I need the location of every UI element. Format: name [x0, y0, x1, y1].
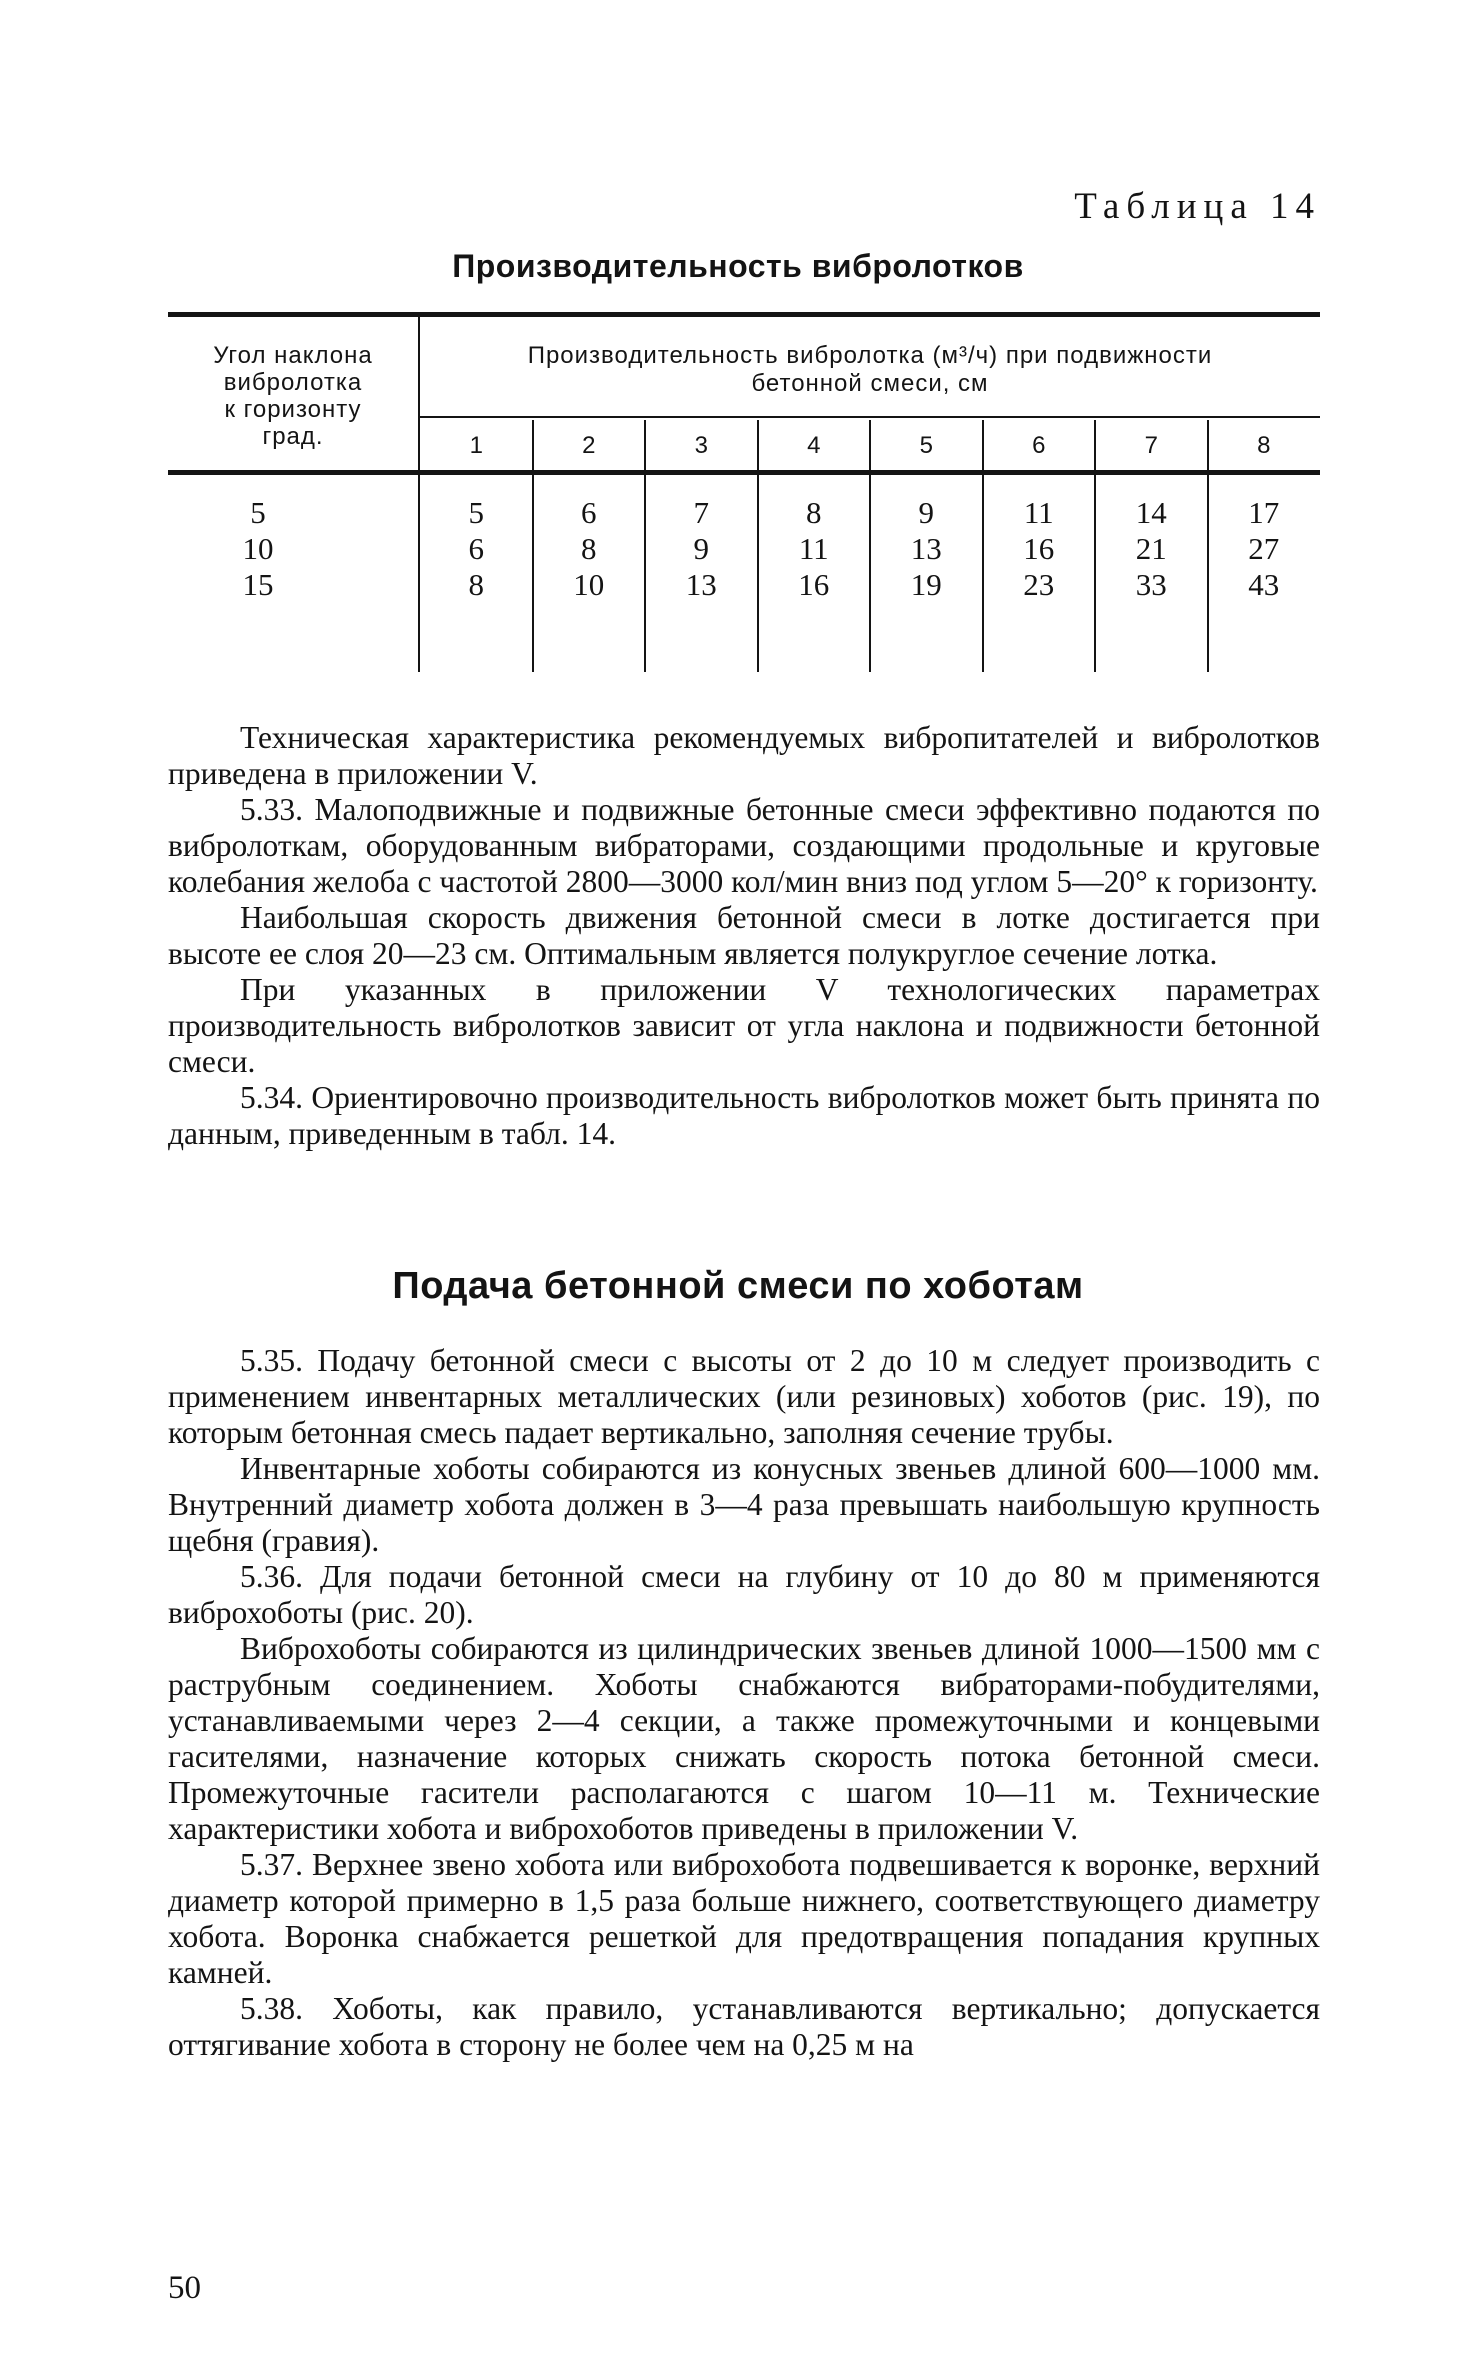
column-number: 6: [1032, 432, 1046, 459]
angle-cell: 10: [242, 531, 274, 566]
angle-cell: 15: [242, 567, 274, 602]
paragraph: 5.35. Подачу бетонной смеси с высоты от 2 до 10 м следует производить с применением инвентарных металлических (или резиновых) хоботов (рис. 19), по которым бетонная смесь падает вертикально, заполняя сечение трубы.: [168, 1343, 1320, 1450]
column-number: 8: [1257, 432, 1271, 459]
productivity-table: [168, 312, 1320, 672]
stub-header-line: к горизонту: [224, 396, 362, 423]
paragraph: 5.38. Хоботы, как правило, устанавливаются вертикально; допускается оттягивание хобота в сторону не более чем на 0,25 м на: [168, 1991, 1320, 2062]
value-cell: 6: [468, 531, 484, 566]
value-cell: 43: [1248, 567, 1280, 602]
span-header: [420, 342, 1320, 398]
value-cell: 14: [1135, 495, 1167, 530]
value-cell: 17: [1248, 495, 1280, 530]
paragraph: Виброхоботы собираются из цилиндрических звеньев длиной 1000—1500 мм с раструбным соединением. Хоботы снабжаются вибраторами-побудителями, устанавливаемыми через 2—4 секции, а также промежуточными и концевыми гасителями, назначение которых снижать скорость потока бетонной смеси. Промежуточные гасители располагаются с шагом 10—11 м. Технические характеристики хобота и виброхоботов приведены в приложении V.: [168, 1631, 1320, 1846]
paragraph: 5.36. Для подачи бетонной смеси на глубину от 10 до 80 м применяются виброхоботы (рис. 20).: [168, 1559, 1320, 1630]
table-subheader-rule: [420, 416, 1320, 418]
value-cell: 6: [581, 495, 597, 530]
value-cell: 11: [798, 531, 829, 566]
value-cell: 11: [1023, 495, 1054, 530]
value-cell: 23: [1023, 567, 1055, 602]
column-number: 3: [694, 432, 708, 459]
value-cell: 7: [693, 495, 709, 530]
value-cell: 5: [468, 495, 484, 530]
paragraph: 5.37. Верхнее звено хобота или виброхобота подвешивается к воронке, верхний диаметр которой примерно в 1,5 раза больше нижнего, соответствующего диаметру хобота. Воронка снабжается решеткой для предотвращения попадания крупных камней.: [168, 1847, 1320, 1990]
value-cell: 9: [693, 531, 709, 566]
section-heading: Подача бетонной смеси по хоботам: [392, 1265, 1084, 1307]
paragraph: Инвентарные хоботы собираются из конусных звеньев длиной 600—1000 мм. Внутренний диаметр хобота должен в 3—4 раза превышать наибольшую крупность щебня (гравия).: [168, 1451, 1320, 1558]
value-cell: 13: [685, 567, 717, 602]
value-cell: 8: [468, 567, 484, 602]
paragraph: При указанных в приложении V технологических параметрах производительность вибролотков зависит от угла наклона и подвижности бетонной смеси.: [168, 972, 1320, 1079]
table-header-rule: [168, 470, 1320, 475]
column-number: 1: [469, 432, 483, 459]
span-header-line: бетонной смеси, см: [751, 370, 989, 397]
value-cell: 27: [1248, 531, 1280, 566]
value-cell: 8: [806, 495, 822, 530]
stub-header-line: Угол наклона: [213, 342, 373, 369]
text-block-bottom: [168, 1343, 1320, 2063]
value-cell: 16: [1023, 531, 1055, 566]
paragraph: Наибольшая скорость движения бетонной смеси в лотке достигается при высоте ее слоя 20—23 см. Оптимальным является полукруглое сечение лотка.: [168, 900, 1320, 971]
column-number: 5: [919, 432, 933, 459]
column-number: 7: [1144, 432, 1158, 459]
table-title: Производительность вибролотков: [452, 248, 1024, 284]
value-cell: 16: [798, 567, 830, 602]
angle-cell: 5: [250, 495, 266, 530]
paragraph: 5.34. Ориентировочно производительность вибролотков может быть принята по данным, приведенным в табл. 14.: [168, 1080, 1320, 1151]
page-number: 50: [168, 2270, 201, 2306]
value-cell: 8: [581, 531, 597, 566]
value-cell: 21: [1135, 531, 1167, 566]
text-block-top: [168, 720, 1320, 1152]
column-number: 4: [807, 432, 821, 459]
value-cell: 13: [910, 531, 942, 566]
stub-header-line: вибролотка: [223, 369, 363, 396]
table-top-rule: [168, 312, 1320, 317]
value-cell: 9: [918, 495, 934, 530]
value-cell: 19: [910, 567, 942, 602]
span-header-line: Производительность вибролотка (м³/ч) при подвижности: [527, 342, 1213, 369]
value-cell: 10: [573, 567, 605, 602]
value-cell: 33: [1135, 567, 1167, 602]
table-label: Таблица 14: [1074, 186, 1321, 227]
column-number: 2: [582, 432, 596, 459]
paragraph: Техническая характеристика рекомендуемых вибропитателей и вибролотков приведена в приложении V.: [168, 720, 1320, 791]
paragraph: 5.33. Малоподвижные и подвижные бетонные смеси эффективно подаются по вибролоткам, оборудованным вибраторами, создающими продольные и круговые колебания желоба с частотой 2800—3000 кол/мин вниз под углом 5—20° к горизонту.: [168, 792, 1320, 899]
stub-header-line: град.: [262, 423, 324, 450]
stub-header: [168, 342, 418, 450]
